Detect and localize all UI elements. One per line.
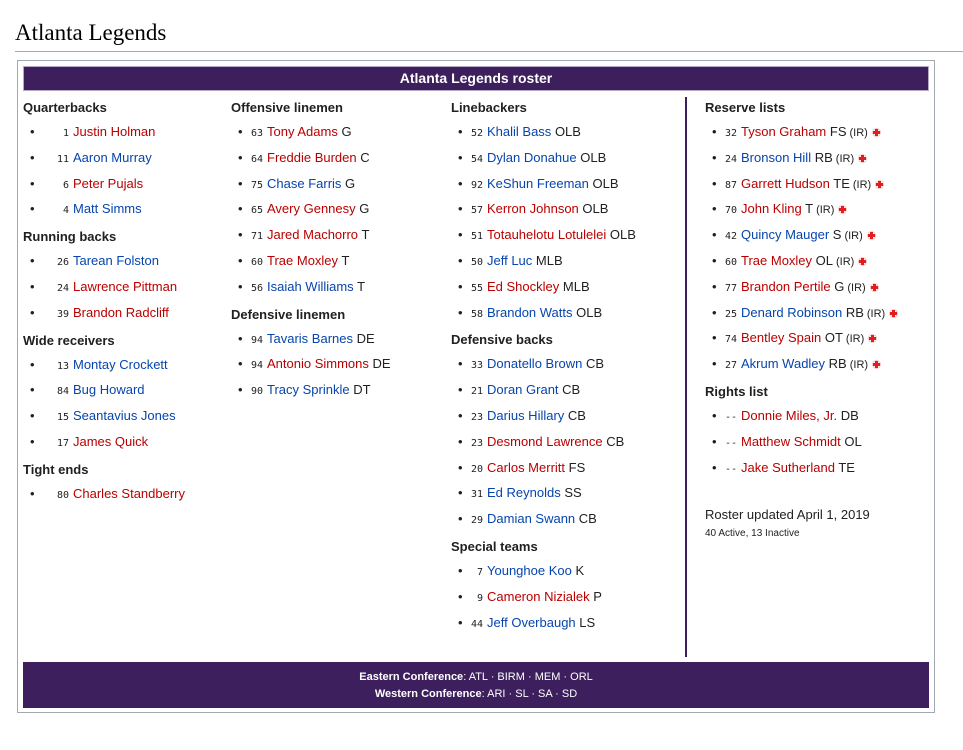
injured-reserve-tag: (IR)	[866, 307, 886, 320]
red-cross-icon	[858, 154, 867, 163]
player-number: 42	[724, 231, 737, 243]
red-cross-icon	[875, 180, 884, 189]
player-item	[231, 196, 449, 222]
player-position: FS	[568, 459, 586, 475]
player-number: 64	[250, 153, 263, 165]
roster-column-4	[685, 97, 935, 657]
player-position: OLB	[592, 175, 619, 191]
player-link[interactable]: Seantavius Jones	[73, 408, 176, 424]
player-item	[451, 248, 681, 274]
player-number: 77	[724, 282, 737, 294]
player-item	[23, 274, 228, 300]
player-number: 55	[470, 282, 483, 294]
player-item	[705, 300, 935, 326]
player-item	[451, 480, 681, 506]
group-heading: Wide receivers	[23, 332, 115, 348]
western-teams[interactable]: : ARI · SL · SA · SD	[481, 687, 578, 700]
player-number: 39	[56, 308, 69, 320]
player-item	[451, 222, 681, 248]
player-item	[23, 403, 228, 429]
player-position: LS	[579, 614, 596, 630]
page-title: Atlanta Legends	[15, 20, 167, 45]
red-cross-icon	[870, 283, 879, 292]
western-conference-line	[23, 688, 929, 700]
player-number: 25	[724, 308, 737, 320]
player-position: CB	[606, 433, 625, 449]
player-link[interactable]: Tracy Sprinkle	[267, 382, 350, 398]
group-heading: Linebackers	[451, 100, 527, 115]
player-item	[705, 222, 935, 248]
player-link[interactable]: Avery Gennesy	[267, 201, 356, 217]
player-link[interactable]: Donatello Brown	[487, 356, 583, 372]
player-link[interactable]: Chase Farris	[267, 175, 342, 191]
roster-updated-text: Roster updated April 1, 2019	[705, 507, 870, 523]
group-heading: Offensive linemen	[231, 100, 343, 115]
red-cross-icon	[867, 231, 876, 240]
player-item	[451, 377, 681, 403]
player-number: --	[724, 463, 737, 475]
player-link[interactable]: John Kling	[741, 201, 802, 217]
player-link[interactable]: Bug Howard	[73, 382, 145, 398]
player-position: OLB	[582, 201, 609, 217]
injured-reserve-tag: (IR)	[836, 255, 855, 268]
player-item	[231, 222, 449, 248]
player-position: CB	[567, 407, 586, 423]
player-link[interactable]: Freddie Burden	[267, 149, 357, 165]
player-item	[23, 196, 228, 222]
player-link[interactable]: Jared Machorro	[267, 227, 359, 243]
player-item	[705, 119, 935, 145]
player-link[interactable]: Bentley Spain	[741, 330, 822, 346]
player-position: T	[357, 278, 366, 294]
player-position: OL	[844, 433, 862, 449]
player-link[interactable]: Brandon Pertile	[741, 278, 831, 294]
player-list	[451, 119, 681, 325]
player-link[interactable]: Totauhelotu Lotulelei	[487, 227, 607, 243]
player-number: 57	[470, 205, 483, 217]
player-link[interactable]: James Quick	[73, 433, 149, 449]
player-number: 74	[724, 334, 737, 346]
player-item	[705, 455, 935, 481]
player-number: --	[724, 437, 737, 449]
player-link[interactable]: Carlos Merritt	[487, 459, 566, 475]
group-heading: Reserve lists	[705, 100, 786, 115]
player-position: OLB	[554, 124, 581, 139]
player-list	[705, 119, 935, 377]
player-item	[23, 248, 228, 274]
player-position: P	[593, 588, 602, 604]
player-link[interactable]: Tavaris Barnes	[267, 330, 353, 346]
roster-counts: 40 Active, 13 Inactive	[705, 528, 800, 540]
title-divider	[15, 51, 963, 52]
player-link[interactable]: Lawrence Pittman	[73, 278, 178, 294]
player-link[interactable]: Dylan Donahue	[487, 149, 577, 165]
player-number: 27	[724, 360, 737, 372]
player-number: 1	[62, 128, 69, 139]
player-list	[23, 352, 228, 455]
player-number: 24	[56, 282, 69, 294]
player-item	[451, 171, 681, 197]
player-list	[451, 351, 681, 532]
player-number: 51	[470, 231, 483, 243]
player-position: OT	[824, 330, 843, 346]
player-position: RB	[845, 304, 864, 320]
group-heading: Running backs	[23, 229, 117, 245]
player-link[interactable]: KeShun Freeman	[487, 175, 589, 191]
player-item	[23, 300, 228, 326]
player-link[interactable]: Trae Moxley	[741, 252, 813, 268]
player-item	[705, 274, 935, 300]
player-position: SS	[564, 485, 582, 501]
player-position: CB	[586, 356, 605, 372]
player-link[interactable]: Tyson Graham	[741, 124, 827, 139]
player-item	[451, 274, 681, 300]
player-item	[451, 455, 681, 481]
player-number: 52	[470, 128, 483, 139]
injured-reserve-tag: (IR)	[849, 127, 868, 139]
player-item	[451, 558, 681, 584]
player-position: RB	[814, 149, 833, 165]
player-position: RB	[828, 356, 847, 372]
player-number: 7	[476, 566, 483, 578]
red-cross-icon	[872, 128, 881, 137]
player-link[interactable]: Quincy Mauger	[741, 227, 830, 243]
player-item	[231, 351, 449, 377]
player-number: 84	[56, 386, 69, 398]
player-number: 54	[470, 153, 483, 165]
player-link[interactable]: Jeff Overbaugh	[487, 614, 576, 630]
player-number: 90	[250, 386, 263, 398]
group-heading: Defensive linemen	[231, 306, 346, 322]
player-item	[705, 429, 935, 455]
player-item	[451, 196, 681, 222]
player-number: 4	[62, 205, 69, 217]
player-position: T	[361, 227, 370, 243]
injured-reserve-tag: (IR)	[847, 281, 866, 294]
player-item	[705, 351, 935, 377]
player-item	[231, 377, 449, 403]
injured-reserve-tag: (IR)	[849, 359, 869, 372]
player-item	[231, 171, 449, 197]
player-position: FS	[829, 124, 847, 139]
player-item	[231, 145, 449, 171]
player-number: 24	[724, 153, 737, 165]
player-number: 75	[250, 179, 263, 191]
roster-header[interactable]: Atlanta Legends roster	[23, 66, 929, 91]
player-link[interactable]: Cameron Nizialek	[487, 588, 590, 604]
player-link[interactable]: Tony Adams	[267, 124, 338, 139]
red-cross-icon	[872, 360, 881, 369]
roster-column-2	[231, 97, 449, 407]
player-list	[23, 481, 228, 507]
player-link[interactable]: Denard Robinson	[741, 304, 843, 320]
player-number: 20	[470, 463, 483, 475]
group-heading: Special teams	[451, 538, 538, 554]
eastern-conference-line	[23, 671, 929, 683]
player-link[interactable]: Akrum Wadley	[741, 356, 826, 372]
injured-reserve-tag: (IR)	[816, 204, 835, 217]
player-link[interactable]: Matthew Schmidt	[741, 433, 841, 449]
player-link[interactable]: Isaiah Williams	[267, 278, 354, 294]
player-link[interactable]: Brandon Watts	[487, 304, 573, 320]
player-link[interactable]: Doran Grant	[487, 382, 559, 398]
player-number: 44	[470, 618, 483, 630]
player-item	[231, 248, 449, 274]
player-link[interactable]: Kerron Johnson	[487, 201, 579, 217]
player-item	[451, 351, 681, 377]
player-link[interactable]: Justin Holman	[73, 124, 156, 139]
player-number: 32	[724, 128, 737, 139]
player-link[interactable]: Desmond Lawrence	[487, 433, 603, 449]
player-position: TE	[838, 459, 855, 475]
player-link[interactable]: Trae Moxley	[267, 252, 339, 268]
injured-reserve-tag: (IR)	[835, 152, 855, 165]
player-position: OLB	[580, 149, 607, 165]
player-number: 94	[250, 334, 263, 346]
injured-reserve-tag: (IR)	[844, 230, 863, 243]
player-position: DT	[353, 382, 371, 398]
player-item	[231, 119, 449, 145]
player-position: DE	[372, 356, 391, 372]
player-position: OLB	[609, 227, 636, 243]
player-position: CB	[562, 382, 581, 398]
player-list	[23, 119, 228, 222]
player-number: 80	[56, 489, 69, 501]
red-cross-icon	[889, 309, 898, 318]
roster-update-block	[705, 504, 935, 542]
player-link[interactable]: Damian Swann	[487, 511, 576, 527]
player-link[interactable]: Ed Shockley	[487, 278, 560, 294]
player-number: 29	[470, 515, 483, 527]
player-link[interactable]: Bronson Hill	[741, 149, 812, 165]
player-item	[451, 145, 681, 171]
player-link[interactable]: Aaron Murray	[73, 149, 152, 165]
player-list	[451, 558, 681, 635]
player-link[interactable]: Khalil Bass	[487, 124, 552, 139]
player-item	[23, 429, 228, 455]
player-position: MLB	[562, 278, 590, 294]
player-link[interactable]: Donnie Miles, Jr.	[741, 407, 838, 423]
player-number: 21	[470, 386, 483, 398]
player-number: 31	[470, 489, 483, 501]
player-position: K	[575, 562, 585, 578]
player-item	[451, 610, 681, 636]
player-link[interactable]: Montay Crockett	[73, 356, 168, 372]
player-number: 9	[476, 592, 483, 604]
player-list	[231, 119, 449, 300]
player-item	[451, 429, 681, 455]
player-item	[231, 274, 449, 300]
player-number: 56	[250, 282, 263, 294]
group-heading: Tight ends	[23, 461, 89, 477]
player-item	[451, 584, 681, 610]
player-number: 63	[250, 128, 263, 139]
player-position: CB	[578, 511, 597, 527]
player-number: 26	[56, 257, 69, 269]
player-link[interactable]: Jake Sutherland	[741, 459, 835, 475]
player-link[interactable]: Ed Reynolds	[487, 485, 561, 501]
player-item	[705, 171, 935, 197]
player-item	[705, 325, 935, 351]
player-number: 71	[250, 231, 263, 243]
player-position: G	[359, 201, 370, 217]
player-link[interactable]: Charles Standberry	[73, 485, 185, 501]
group-heading: Rights list	[705, 383, 768, 399]
player-position: OL	[815, 252, 834, 268]
player-item	[705, 196, 935, 222]
player-number: 65	[250, 205, 263, 217]
player-list	[231, 326, 449, 403]
player-number: 87	[724, 179, 737, 191]
player-item	[705, 145, 935, 171]
player-item	[451, 506, 681, 532]
player-link[interactable]: Tarean Folston	[73, 253, 159, 269]
player-position: T	[341, 252, 350, 268]
player-number: 58	[470, 308, 483, 320]
player-number: 70	[724, 205, 737, 217]
player-position: G	[345, 175, 356, 191]
player-item	[23, 352, 228, 378]
player-number: 60	[724, 256, 737, 268]
player-number: 33	[470, 360, 483, 372]
roster-column-3	[451, 97, 681, 639]
injured-reserve-tag: (IR)	[852, 178, 872, 191]
player-item	[23, 145, 228, 171]
western-conference-link[interactable]: Western Conference	[374, 687, 482, 700]
player-item	[705, 403, 935, 429]
player-position: G	[341, 124, 352, 139]
eastern-teams[interactable]: : ATL · BIRM · MEM · ORL	[463, 670, 593, 683]
player-position: G	[834, 278, 845, 294]
player-position: C	[360, 149, 370, 165]
player-link[interactable]: Garrett Hudson	[741, 175, 830, 191]
player-number: 17	[56, 437, 69, 449]
player-item	[231, 326, 449, 352]
player-number: 92	[470, 179, 483, 191]
player-link[interactable]: Younghoe Koo	[487, 562, 572, 578]
red-cross-icon	[868, 334, 877, 343]
player-position: TE	[833, 175, 850, 191]
player-position: T	[805, 201, 814, 217]
player-link[interactable]: Matt Simms	[73, 201, 142, 217]
player-number: 6	[62, 179, 69, 191]
player-link[interactable]: Jeff Luc	[487, 252, 533, 268]
player-link[interactable]: Peter Pujals	[73, 175, 144, 191]
player-number: 94	[250, 360, 263, 372]
player-item	[23, 377, 228, 403]
player-item	[451, 403, 681, 429]
player-item	[451, 300, 681, 326]
player-item	[23, 171, 228, 197]
player-list	[705, 403, 935, 480]
player-number: --	[724, 411, 737, 423]
player-number: 13	[56, 360, 69, 372]
player-number: 23	[470, 411, 483, 423]
player-link[interactable]: Darius Hillary	[487, 407, 565, 423]
player-link[interactable]: Brandon Radcliff	[73, 304, 169, 320]
player-item	[23, 481, 228, 507]
roster-navbox	[17, 60, 935, 713]
group-heading: Defensive backs	[451, 332, 553, 348]
player-position: DB	[840, 407, 859, 423]
player-item	[23, 119, 228, 145]
eastern-conference-link[interactable]: Eastern Conference	[359, 670, 464, 683]
player-item	[705, 248, 935, 274]
player-number: 23	[470, 437, 483, 449]
player-position: MLB	[535, 252, 563, 268]
red-cross-icon	[838, 205, 847, 214]
player-link[interactable]: Antonio Simmons	[267, 356, 369, 372]
player-position: S	[832, 227, 842, 243]
red-cross-icon	[858, 257, 867, 266]
injured-reserve-tag: (IR)	[845, 333, 865, 346]
conference-footer	[23, 662, 929, 708]
player-number: 50	[470, 256, 483, 268]
player-number: 11	[56, 153, 69, 165]
player-number: 60	[250, 256, 263, 268]
player-item	[451, 119, 681, 145]
player-list	[23, 248, 228, 325]
player-position: OLB	[576, 304, 603, 320]
group-heading: Quarterbacks	[23, 100, 107, 115]
player-number: 15	[56, 412, 69, 424]
player-position: DE	[356, 330, 375, 346]
roster-column-1	[23, 97, 228, 511]
